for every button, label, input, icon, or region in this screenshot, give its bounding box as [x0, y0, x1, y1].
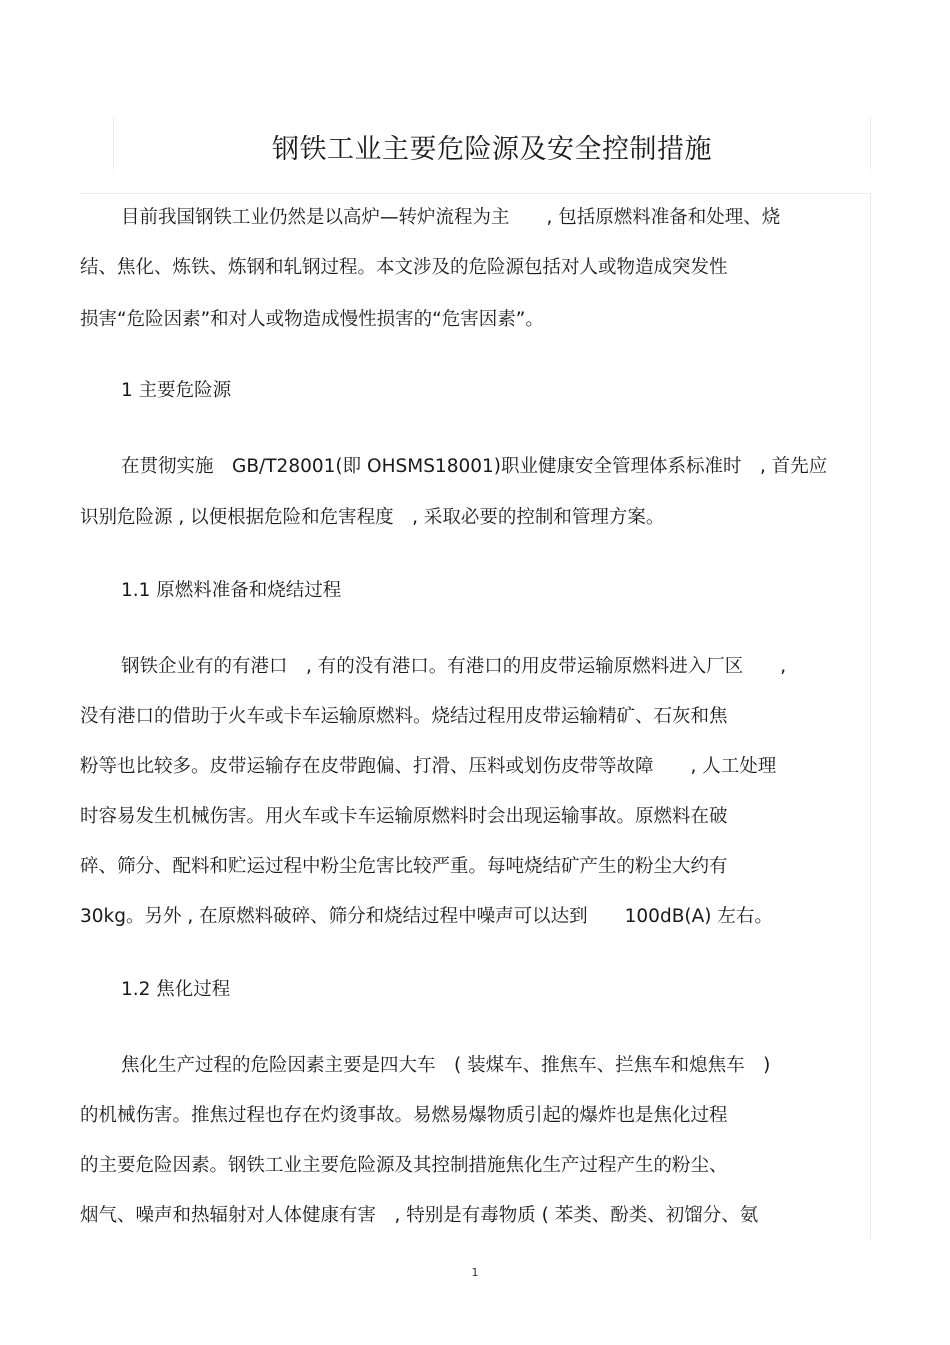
paragraph-line: 的机械伤害。推焦过程也存在灼烫事故。易燃易爆物质引起的爆炸也是焦化过程 [80, 1105, 728, 1126]
paragraph-line: 时容易发生机械伤害。用火车或卡车运输原燃料时会出现运输事故。原燃料在破 [80, 806, 728, 827]
page-number: 1 [471, 1266, 479, 1279]
paragraph-line: 粉等也比较多。皮带运输存在皮带跑偏、打滑、压料或划伤皮带等故障 , 人工处理 [80, 756, 777, 777]
paragraph-line: 焦化生产过程的危险因素主要是四大车 ( 装煤车、推焦车、拦焦车和熄焦车 ) [121, 1055, 771, 1076]
paragraph-line: 识别危险源 , 以便根据危险和危害程度 , 采取必要的控制和管理方案。 [80, 507, 665, 528]
section-heading: 1.1 原燃料准备和烧结过程 [121, 580, 342, 601]
paragraph-line: 钢铁企业有的有港口 , 有的没有港口。有港口的用皮带运输原燃料进入厂区 , [121, 656, 787, 677]
paragraph-line: 结、焦化、炼铁、炼钢和轧钢过程。本文涉及的危险源包括对人或物造成突发性 [80, 257, 728, 278]
paragraph-line: 烟气、噪声和热辐射对人体健康有害 , 特别是有毒物质 ( 苯类、酚类、初馏分、氨 [80, 1205, 759, 1226]
paragraph-line: 碎、筛分、配料和贮运过程中粉尘危害比较严重。每吨烧结矿产生的粉尘大约有 [80, 856, 728, 877]
document-title: 钢铁工业主要危险源及安全控制措施 [272, 134, 712, 165]
section-heading: 1.2 焦化过程 [121, 979, 231, 1000]
title-box [113, 117, 871, 169]
paragraph-line: 目前我国钢铁工业仍然是以高炉—转炉流程为主 , 包括原燃料准备和处理、烧 [121, 207, 781, 228]
paragraph-line: 损害“危险因素”和对人或物造成慢性损害的“危害因素”。 [80, 309, 544, 330]
paragraph-line: 的主要危险因素。钢铁工业主要危险源及其控制措施焦化生产过程产生的粉尘、 [80, 1155, 728, 1176]
section-heading: 1 主要危险源 [121, 380, 232, 401]
paragraph-line: 30kg。另外 , 在原燃料破碎、筛分和烧结过程中噪声可以达到 100dB(A) 左右。 [80, 906, 773, 927]
paragraph-line: 没有港口的借助于火车或卡车运输原燃料。烧结过程用皮带运输精矿、石灰和焦 [80, 706, 728, 727]
paragraph-line: 在贯彻实施 GB/T28001(即 OHSMS18001)职业健康安全管理体系标准时 , 首先应 [121, 456, 828, 477]
